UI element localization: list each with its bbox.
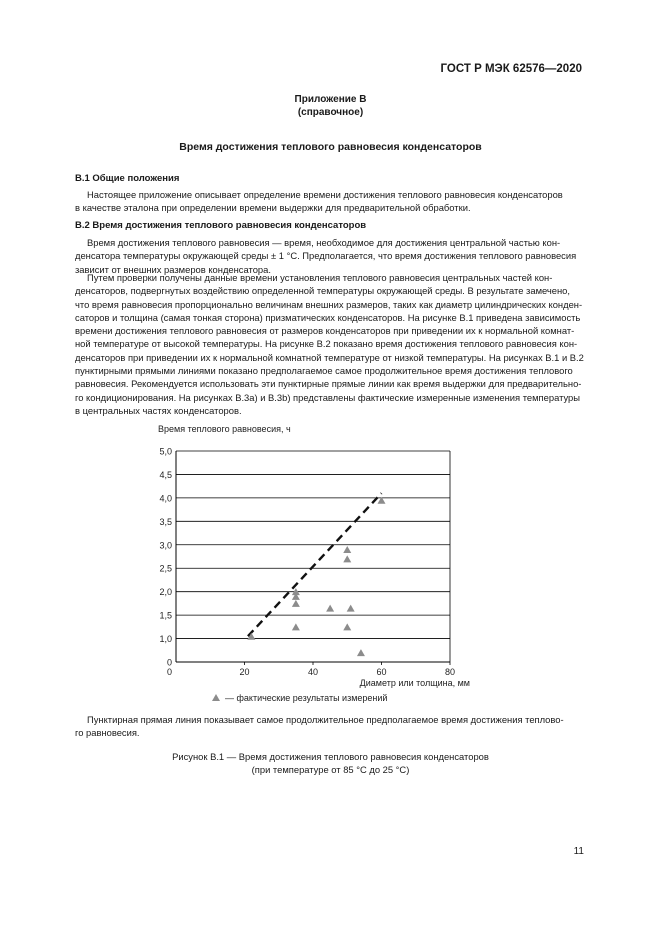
text-line: Пунктирная прямая линия показывает самое продолжительное предполагаемое время достижения теплово- [87, 714, 564, 725]
x-tick-label: 80 [444, 667, 456, 677]
legend-label: — фактические результаты измерений [225, 693, 388, 703]
section-heading-b1: В.1 Общие положения [75, 173, 180, 184]
x-tick-label: 0 [166, 667, 172, 677]
section-b2-paragraph-2 [75, 271, 585, 417]
y-tick-label: 3,0 [159, 540, 172, 551]
text-line: Настоящее приложение описывает определение времени достижения теплового равновесия конденсаторов [87, 189, 563, 200]
x-tick-label: 40 [307, 667, 319, 677]
text-line: го равновесия. [75, 727, 140, 739]
page-number: 11 [573, 846, 584, 857]
data-point-triangle [326, 605, 334, 612]
x-axis-label: Диаметр или толщина, мм [359, 678, 470, 688]
text-line: зависит от внешних размеров конденсатора. [75, 263, 271, 275]
data-point-triangle [292, 600, 300, 607]
section-heading-b2: В.2 Время достижения теплового равновесия конденсаторов [75, 220, 367, 231]
text-line: в центральных частях конденсаторов. [75, 404, 242, 416]
data-point-triangle [343, 555, 351, 562]
figure-b1 [140, 418, 500, 718]
standard-number: ГОСТ Р МЭК 62576—2020 [440, 63, 582, 75]
y-tick-label: 3,5 [159, 516, 172, 527]
text-line: времени достижения теплового равновесия от размеров конденсаторов при приведении их к нормальной комнат- [75, 325, 575, 337]
text-line: в качестве эталона при определении времени выдержки для предварительной обработки. [75, 202, 471, 214]
text-line: денсаторов, подвергнутых воздействию определенной температуры окружающей среды. В результате замечено, [75, 285, 571, 297]
text-line: ной температуре от высокой температуры. На рисунке В.2 показано время достижения теплового равновесия кон- [75, 338, 578, 350]
y-axis-label: Время теплового равновесия, ч [158, 424, 291, 434]
y-tick-label: 1,5 [159, 610, 172, 621]
appendix-title [0, 93, 661, 119]
appendix-type: (справочное) [297, 107, 364, 118]
data-point-triangle [347, 605, 355, 612]
text-line: пунктирными прямыми линиями показано предполагаемое самое продолжительное время достижения теплового [75, 365, 573, 377]
scatter-chart [140, 418, 500, 718]
caption-title: Рисунок В.1 — Время достижения теплового равновесия конденсаторов [172, 751, 489, 762]
text-line: что время равновесия пропорционально величинам внешних размеров, таких как диаметр цилиндрических конден- [75, 298, 583, 310]
text-line: Путем проверки получены данные времени установления теплового равновесия центральных частей кон- [87, 272, 553, 283]
appendix-label: Приложение В [294, 94, 367, 105]
data-point-triangle [343, 546, 351, 553]
x-tick-label: 20 [239, 667, 250, 677]
text-line: денсатора температуры окружающей среды ± 1 °С. Предполагается, что время достижения теплового равновесия [75, 250, 577, 262]
y-tick-label: 1,0 [159, 634, 172, 645]
text-line: равновесия. Рекомендуется использовать эти пунктирные прямые линии как время выдержки для предварительно- [75, 378, 582, 390]
text-line: денсаторов при приведении их к нормальной комнатной температуре от низкой температуры. На рисунках В.1 и В.2 [75, 351, 584, 363]
caption-condition: (при температуре от 85 °С до 25 °С) [251, 764, 410, 776]
data-point-triangle [292, 623, 300, 630]
figure-caption [0, 750, 661, 777]
y-tick-label: 4,5 [159, 469, 172, 480]
y-tick-label: 2,0 [159, 587, 172, 598]
text-line: Время достижения теплового равновесия — время, необходимое для достижения центральной частью кон- [87, 237, 561, 248]
y-tick-label: 5,0 [159, 446, 172, 457]
y-tick-label: 2,5 [159, 563, 172, 574]
section-b1-paragraph [75, 188, 585, 215]
main-title: Время достижения теплового равновесия конденсаторов [179, 141, 482, 153]
section-b2-paragraph-1 [75, 236, 585, 276]
y-tick-label: 0 [166, 657, 172, 668]
data-point-triangle [357, 649, 365, 656]
data-point-triangle [343, 623, 351, 630]
figure-note [75, 713, 585, 740]
text-line: го кондиционирования. На рисунках В.3а) и В.3b) представлены фактические измеренные изменения температуры [75, 391, 581, 403]
legend-marker [212, 694, 220, 701]
x-tick-label: 60 [376, 667, 387, 677]
text-line: саторов и толщина (самая тонкая сторона) призматических конденсаторов. На рисунке В.1 приведена зависимость [75, 311, 581, 323]
y-tick-label: 4,0 [159, 493, 172, 504]
